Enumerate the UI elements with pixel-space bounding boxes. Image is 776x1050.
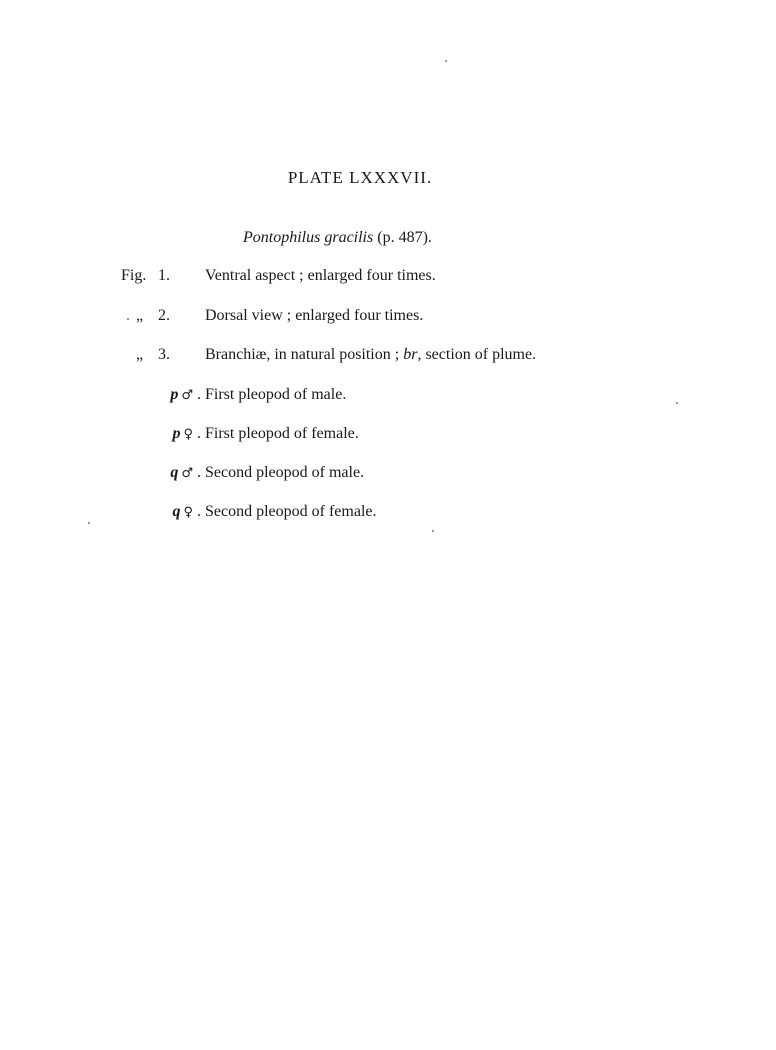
female-symbol-icon: ♀	[183, 505, 193, 520]
figure-description: Dorsal view ; enlarged four times.	[205, 307, 424, 324]
appendage-description-1	[205, 386, 346, 410]
appendage-description: Second pleopod of male.	[205, 464, 365, 481]
female-symbol-icon: ♀	[183, 427, 193, 442]
appendage-description: Second pleopod of female.	[205, 503, 377, 520]
appendage-entry-2	[0, 425, 201, 449]
scan-speck	[445, 60, 447, 62]
appendage-letter: p	[172, 425, 181, 442]
figure-number: 2.	[158, 307, 170, 324]
scan-speck	[127, 318, 129, 320]
ditto-mark: „	[136, 346, 144, 363]
figure-description	[205, 346, 536, 364]
species-heading	[243, 229, 432, 247]
appendage-description-4	[205, 503, 377, 527]
appendage-letter: q	[172, 503, 181, 520]
description-text: , section of plume.	[417, 346, 537, 363]
species-name: Pontophilus gracilis	[243, 229, 374, 246]
figure-entry-2	[0, 307, 700, 331]
ditto-mark: „	[136, 307, 144, 324]
male-symbol-icon: ♂	[181, 466, 193, 481]
appendage-symbol: p ♂ .	[170, 386, 201, 403]
figure-label: Fig.	[121, 267, 147, 284]
branchia-abbreviation: br	[403, 346, 418, 363]
scan-speck	[676, 402, 678, 404]
appendage-entry-3	[0, 464, 201, 488]
figure-description: Ventral aspect ; enlarged four times.	[205, 267, 436, 284]
male-symbol-icon: ♂	[181, 388, 193, 403]
appendage-description-2	[205, 425, 359, 449]
appendage-symbol: q ♂ .	[170, 464, 201, 481]
appendage-letter: p	[170, 386, 179, 403]
appendage-description-3	[205, 464, 364, 488]
appendage-description: First pleopod of male.	[205, 386, 347, 403]
description-text: Branchiæ, in natural position ;	[205, 346, 404, 363]
scan-speck	[432, 530, 434, 532]
figure-number: 1.	[158, 267, 170, 284]
plate-title: PLATE LXXXVII.	[287, 168, 433, 187]
figure-entry-3	[0, 346, 700, 370]
figure-number: 3.	[158, 346, 170, 363]
appendage-entry-4	[0, 503, 201, 527]
figure-entry-1	[0, 267, 700, 291]
appendage-symbol: p ♀ .	[172, 425, 201, 442]
scan-speck	[88, 522, 90, 524]
page-reference: (p. 487).	[377, 229, 432, 246]
appendage-description: First pleopod of female.	[205, 425, 359, 442]
appendage-symbol: q ♀ .	[172, 503, 201, 520]
appendage-letter: q	[170, 464, 179, 481]
appendage-entry-1	[0, 386, 201, 410]
